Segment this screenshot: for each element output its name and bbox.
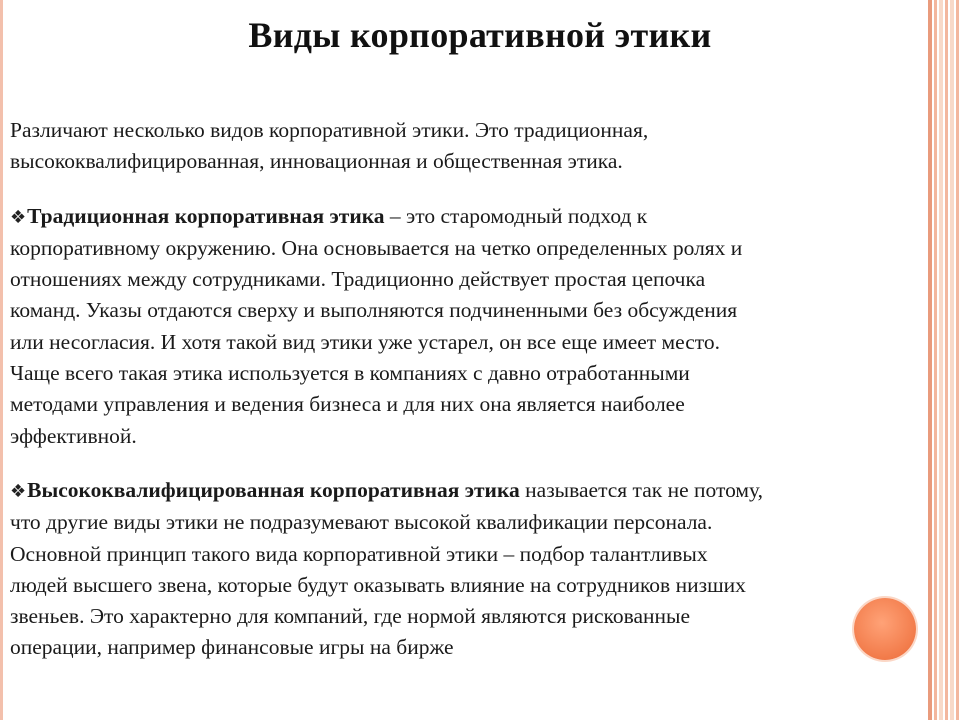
slide-title: Виды корпоративной этики [248,15,712,55]
section1-line: методами управления и ведения бизнеса и для них она является наиболее [10,392,685,417]
intro-line: Различают несколько видов корпоративной этики. Это традиционная, [10,118,649,142]
section1-first-line [10,201,925,233]
section2-line: звеньев. Это характерно для компаний, где нормой являются рискованные [10,604,691,629]
section1-line: отношениях между сотрудниками. Традиционно действует простая цепочка [10,267,706,292]
left-border [0,0,3,720]
decorative-stripes [928,0,960,720]
section1-line: Чаще всего такая этика используется в компаниях с давно отработанными [10,361,690,386]
diamond-bullet-icon: ❖ [10,206,27,228]
section2-line: Основной принцип такого вида корпоративной этики – подбор талантливых [10,541,708,566]
section1-term: Традиционная корпоративная этика [27,203,385,228]
paragraph-gap [10,452,925,475]
section2-term: Высококвалифицированная корпоративная этика [27,477,520,502]
paragraph-gap [10,178,925,201]
orange-circle-decoration [854,598,916,660]
section1-line: команд. Указы отдаются сверху и выполняются подчиненными без обсуждения [10,298,738,323]
slide-body [10,115,925,664]
diamond-bullet-icon: ❖ [10,480,27,502]
section2-line: операции, например финансовые игры на бирже [10,635,454,660]
section1-line: или несогласия. И хотя такой вид этики уже устарел, он все еще имеет место. [10,329,721,354]
section1-line: корпоративному окружению. Она основывается на четко определенных ролях и [10,235,743,260]
section2-first-line [10,475,925,507]
intro-line: высококвалифицированная, инновационная и общественная этика. [10,149,623,174]
section1-first-line-rest: – это старомодный подход к [384,203,648,228]
section2-first-line-rest: называется так не потому, [519,477,763,502]
section2-line: людей высшего звена, которые будут оказывать влияние на сотрудников низших [10,572,746,597]
section1-line: эффективной. [10,423,137,448]
section2-line: что другие виды этики не подразумевают высокой квалификации персонала. [10,510,713,535]
